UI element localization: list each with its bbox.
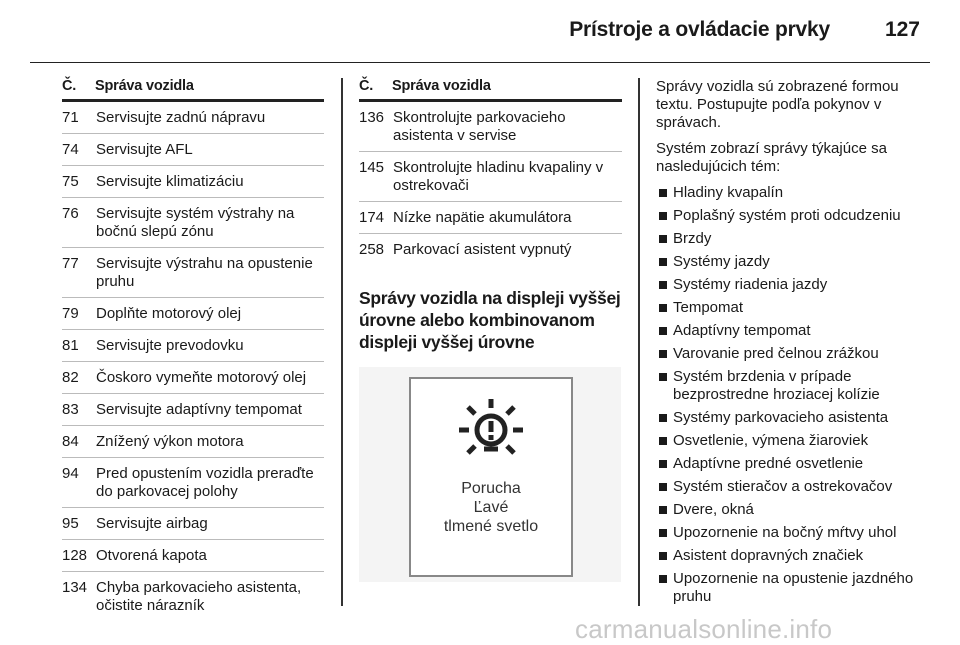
message-text: Chyba parkovacieho asistenta, očistite nárazník [96,579,302,614]
message-number: 71 [62,109,79,126]
bullet-square-icon [659,327,667,335]
table-row [359,202,622,234]
topic-text: Systém stieračov a ostrekovačov [673,478,893,495]
column-divider-2 [638,78,640,606]
message-text: Servisujte výstrahu na opustenie pruhu [96,255,313,290]
bullet-square-icon [659,460,667,468]
bullet-square-icon [659,258,667,266]
bullet-square-icon [659,281,667,289]
bullet-square-icon [659,212,667,220]
table-row [62,198,324,248]
column-header-number: Č. [359,78,374,94]
message-text: Čoskoro vymeňte motorový olej [96,369,307,386]
bullet-square-icon [659,552,667,560]
watermark: carmanualsonline.info [575,614,833,644]
table-row [62,458,324,508]
message-number: 174 [359,209,385,226]
page-header [30,0,930,63]
table-row [62,572,324,621]
topic-item [656,345,926,363]
topic-text: Adaptívne predné osvetlenie [673,455,864,472]
bullet-square-icon [659,506,667,514]
message-number: 79 [62,305,79,322]
message-text: Servisujte AFL [96,141,193,158]
page-number: 127 [884,18,920,41]
intro-paragraph: Správy vozidla sú zobrazené formou textu. Postupujte podľa pokynov v správach. [656,78,899,131]
section-heading: Správy vozidla na displeji vyššej úrovne alebo kombinovanom displeji vyššej úrovne [359,288,621,352]
topic-text: Systémy parkovacieho asistenta [673,409,889,426]
message-number: 77 [62,255,79,272]
topic-item [656,207,926,225]
display-line-2: Ľavé [473,499,509,516]
table-header [359,78,622,102]
page-title: Prístroje a ovládacie prvky [569,18,830,41]
topic-item [656,253,926,271]
message-text: Servisujte systém výstrahy na bočnú slepú zónu [96,205,295,240]
bullet-square-icon [659,304,667,312]
display-screen [409,377,573,577]
message-text: Servisujte prevodovku [96,337,244,354]
message-table-1 [62,78,324,621]
column-header-message: Správa vozidla [392,78,491,94]
topics-list [656,184,926,606]
bullet-square-icon [659,529,667,537]
message-text: Otvorená kapota [96,547,207,564]
message-number: 75 [62,173,79,190]
bullet-square-icon [659,189,667,197]
topics-intro: Systém zobrazí správy týkajúce sa nasledujúcich tém: [656,140,887,175]
bullet-square-icon [659,483,667,491]
message-number: 128 [62,547,88,564]
table-row [62,248,324,298]
bullet-square-icon [659,575,667,583]
table-row [359,152,622,202]
topic-item [656,368,926,404]
message-text: Servisujte zadnú nápravu [96,109,266,126]
topic-item [656,409,926,427]
bullet-square-icon [659,437,667,445]
message-number: 82 [62,369,79,386]
message-number: 74 [62,141,79,158]
display-line-1: Porucha [461,480,521,497]
table-row [62,508,324,540]
column-header-message: Správa vozidla [95,78,194,94]
topic-item [656,455,926,473]
message-number: 258 [359,241,385,258]
message-table-2 [359,78,622,582]
message-number: 83 [62,401,79,418]
table-row [359,234,622,265]
topic-text: Varovanie pred čelnou zrážkou [673,345,879,362]
topic-text: Upozornenie na opustenie jazdného pruhu [673,570,914,605]
headlight-fault-icon [456,397,526,467]
message-number: 134 [62,579,88,596]
topic-item [656,501,926,519]
message-text: Skontrolujte hladinu kvapaliny v ostrekovači [393,159,604,194]
topic-item [656,547,926,565]
topic-item [656,432,926,450]
message-text: Parkovací asistent vypnutý [393,241,572,258]
table-row [62,134,324,166]
message-number: 136 [359,109,385,126]
message-text: Servisujte airbag [96,515,208,532]
bullet-square-icon [659,373,667,381]
table-row [359,102,622,152]
table-row [62,166,324,198]
message-number: 94 [62,465,79,482]
topics-column [656,78,926,611]
display-illustration [359,367,621,582]
message-number: 95 [62,515,79,532]
bullet-square-icon [659,414,667,422]
column-header-number: Č. [62,78,77,94]
topic-text: Systémy riadenia jazdy [673,276,828,293]
table-row [62,540,324,572]
topic-text: Adaptívny tempomat [673,322,811,339]
message-text: Servisujte adaptívny tempomat [96,401,302,418]
message-number: 145 [359,159,385,176]
topic-text: Systémy jazdy [673,253,770,270]
message-text: Servisujte klimatizáciu [96,173,244,190]
table-row [62,394,324,426]
display-line-3: tlmené svetlo [443,518,539,535]
message-text: Pred opustením vozidla preraďte do parkovacej polohy [96,465,314,500]
topic-text: Systém brzdenia v prípade bezprostredne hroziacej kolízie [673,368,880,403]
topic-text: Asistent dopravných značiek [673,547,864,564]
table-header [62,78,324,102]
table-row [62,330,324,362]
table-row [62,426,324,458]
topic-text: Poplašný systém proti odcudzeniu [673,207,901,224]
topic-item [656,478,926,496]
topic-text: Brzdy [673,230,712,247]
topic-text: Osvetlenie, výmena žiaroviek [673,432,869,449]
topic-item [656,276,926,294]
message-text: Nízke napätie akumulátora [393,209,572,226]
topic-text: Dvere, okná [673,501,754,518]
display-message [411,479,571,536]
topic-item [656,524,926,542]
message-number: 81 [62,337,79,354]
topic-item [656,570,926,606]
bullet-square-icon [659,350,667,358]
table-row [62,102,324,134]
topic-text: Tempomat [673,299,744,316]
topic-text: Hladiny kvapalín [673,184,784,201]
topic-item [656,184,926,202]
message-text: Skontrolujte parkovacieho asistenta v servise [393,109,566,144]
table-row [62,298,324,330]
message-number: 76 [62,205,79,222]
topic-item [656,230,926,248]
topic-text: Upozornenie na bočný mŕtvy uhol [673,524,897,541]
message-number: 84 [62,433,79,450]
message-text: Doplňte motorový olej [96,305,242,322]
topic-item [656,299,926,317]
topic-item [656,322,926,340]
table-row [62,362,324,394]
bullet-square-icon [659,235,667,243]
column-divider-1 [341,78,343,606]
message-text: Znížený výkon motora [96,433,244,450]
